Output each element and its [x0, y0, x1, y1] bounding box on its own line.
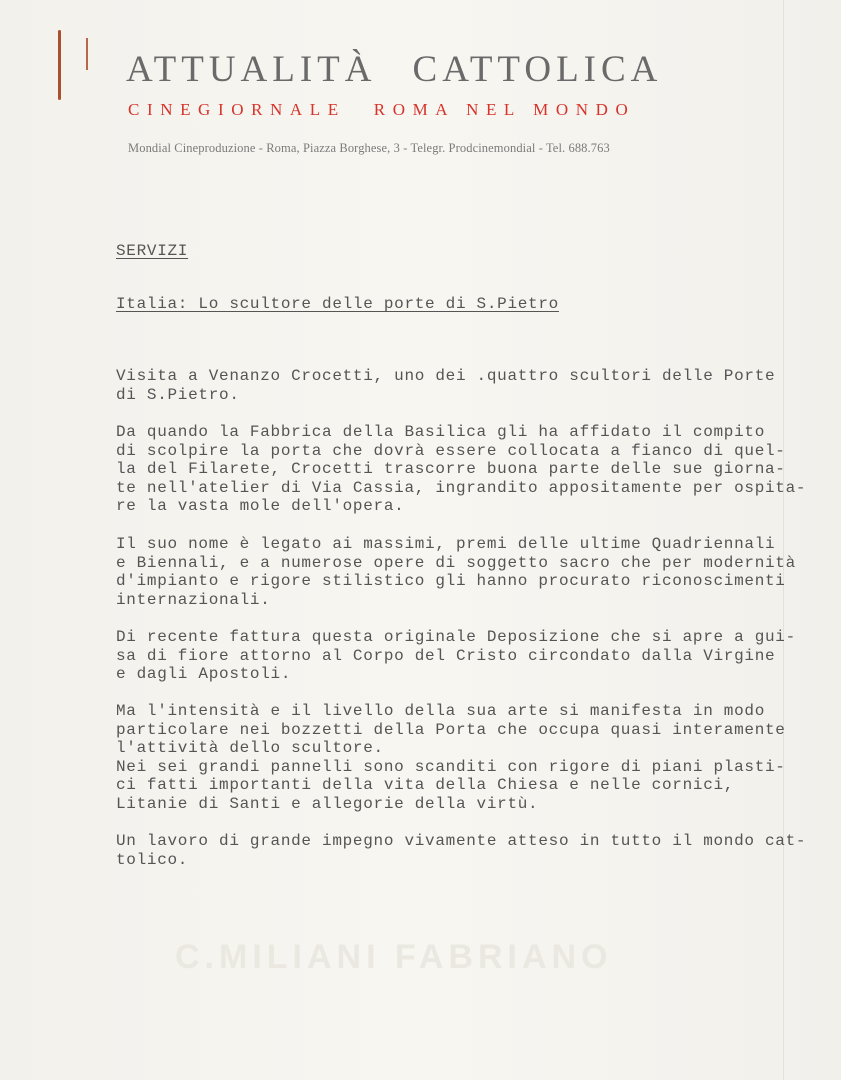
letterhead-address: Mondial Cineproduzione - Roma, Piazza Borghese, 3 - Telegr. Prodcinemondial - Tel. 688.763: [128, 141, 610, 155]
text-line: Di recente fattura questa originale Deposizione che si apre a gui-: [116, 628, 796, 646]
paragraph: [116, 832, 806, 869]
text-line: e Biennali, e a numerose opere di soggetto sacro che per modernità: [116, 553, 796, 572]
text-line: Nei sei grandi pannelli sono scanditi con rigore di piani plasti-: [116, 757, 786, 776]
text-line: l'attività dello scultore.: [116, 739, 384, 758]
letterhead-subtitle: CINEGIORNALE ROMA NEL MONDO: [128, 100, 636, 119]
text-line: Ma l'intensità e il livello della sua arte si manifesta in modo: [116, 702, 765, 720]
text-line: internazionali.: [116, 590, 271, 609]
text-line: tolico.: [116, 850, 189, 869]
paragraph: [116, 367, 775, 404]
text-line: la del Filarete, Crocetti trascorre buona parte delle sue giorna-: [116, 460, 786, 479]
text-line: di S.Pietro.: [116, 385, 240, 404]
letterhead-title: ATTUALITÀ CATTOLICA: [126, 49, 663, 90]
subject-line: Italia: Lo scultore delle porte di S.Pietro: [116, 295, 559, 313]
text-line: ci fatti importanti della vita della Chiesa e nelle cornici,: [116, 776, 735, 795]
text-line: e dagli Apostoli.: [116, 665, 292, 684]
ink-mark: [58, 30, 61, 100]
paragraph: [116, 535, 796, 609]
watermark: C.MILIANI FABRIANO: [175, 938, 613, 976]
paragraph: [116, 702, 786, 814]
text-line: Da quando la Fabbrica della Basilica gli ha affidato il compito: [116, 423, 765, 441]
text-line: Litanie di Santi e allegorie della virtù.: [116, 794, 539, 813]
text-line: te nell'atelier di Via Cassia, ingrandito appositamente per ospita-: [116, 478, 807, 497]
text-line: particolare nei bozzetti della Porta che occupa quasi interamente: [116, 720, 786, 739]
text-line: sa di fiore attorno al Corpo del Cristo circondato dalla Virgine: [116, 646, 776, 665]
ink-mark: [86, 38, 88, 70]
paragraph: [116, 628, 796, 684]
text-line: Visita a Venanzo Crocetti, uno dei .quattro scultori delle Porte: [116, 367, 776, 385]
section-heading: SERVIZI: [116, 242, 189, 260]
text-line: Un lavoro di grande impegno vivamente atteso in tutto il mondo cat-: [116, 832, 807, 850]
text-line: di scolpire la porta che dovrà essere collocata a fianco di quel-: [116, 441, 786, 460]
text-line: Il suo nome è legato ai massimi, premi delle ultime Quadriennali: [116, 535, 776, 553]
text-line: re la vasta mole dell'opera.: [116, 497, 405, 516]
paragraph: [116, 423, 806, 516]
text-line: d'impianto e rigore stilistico gli hanno procurato riconoscimenti: [116, 572, 786, 591]
